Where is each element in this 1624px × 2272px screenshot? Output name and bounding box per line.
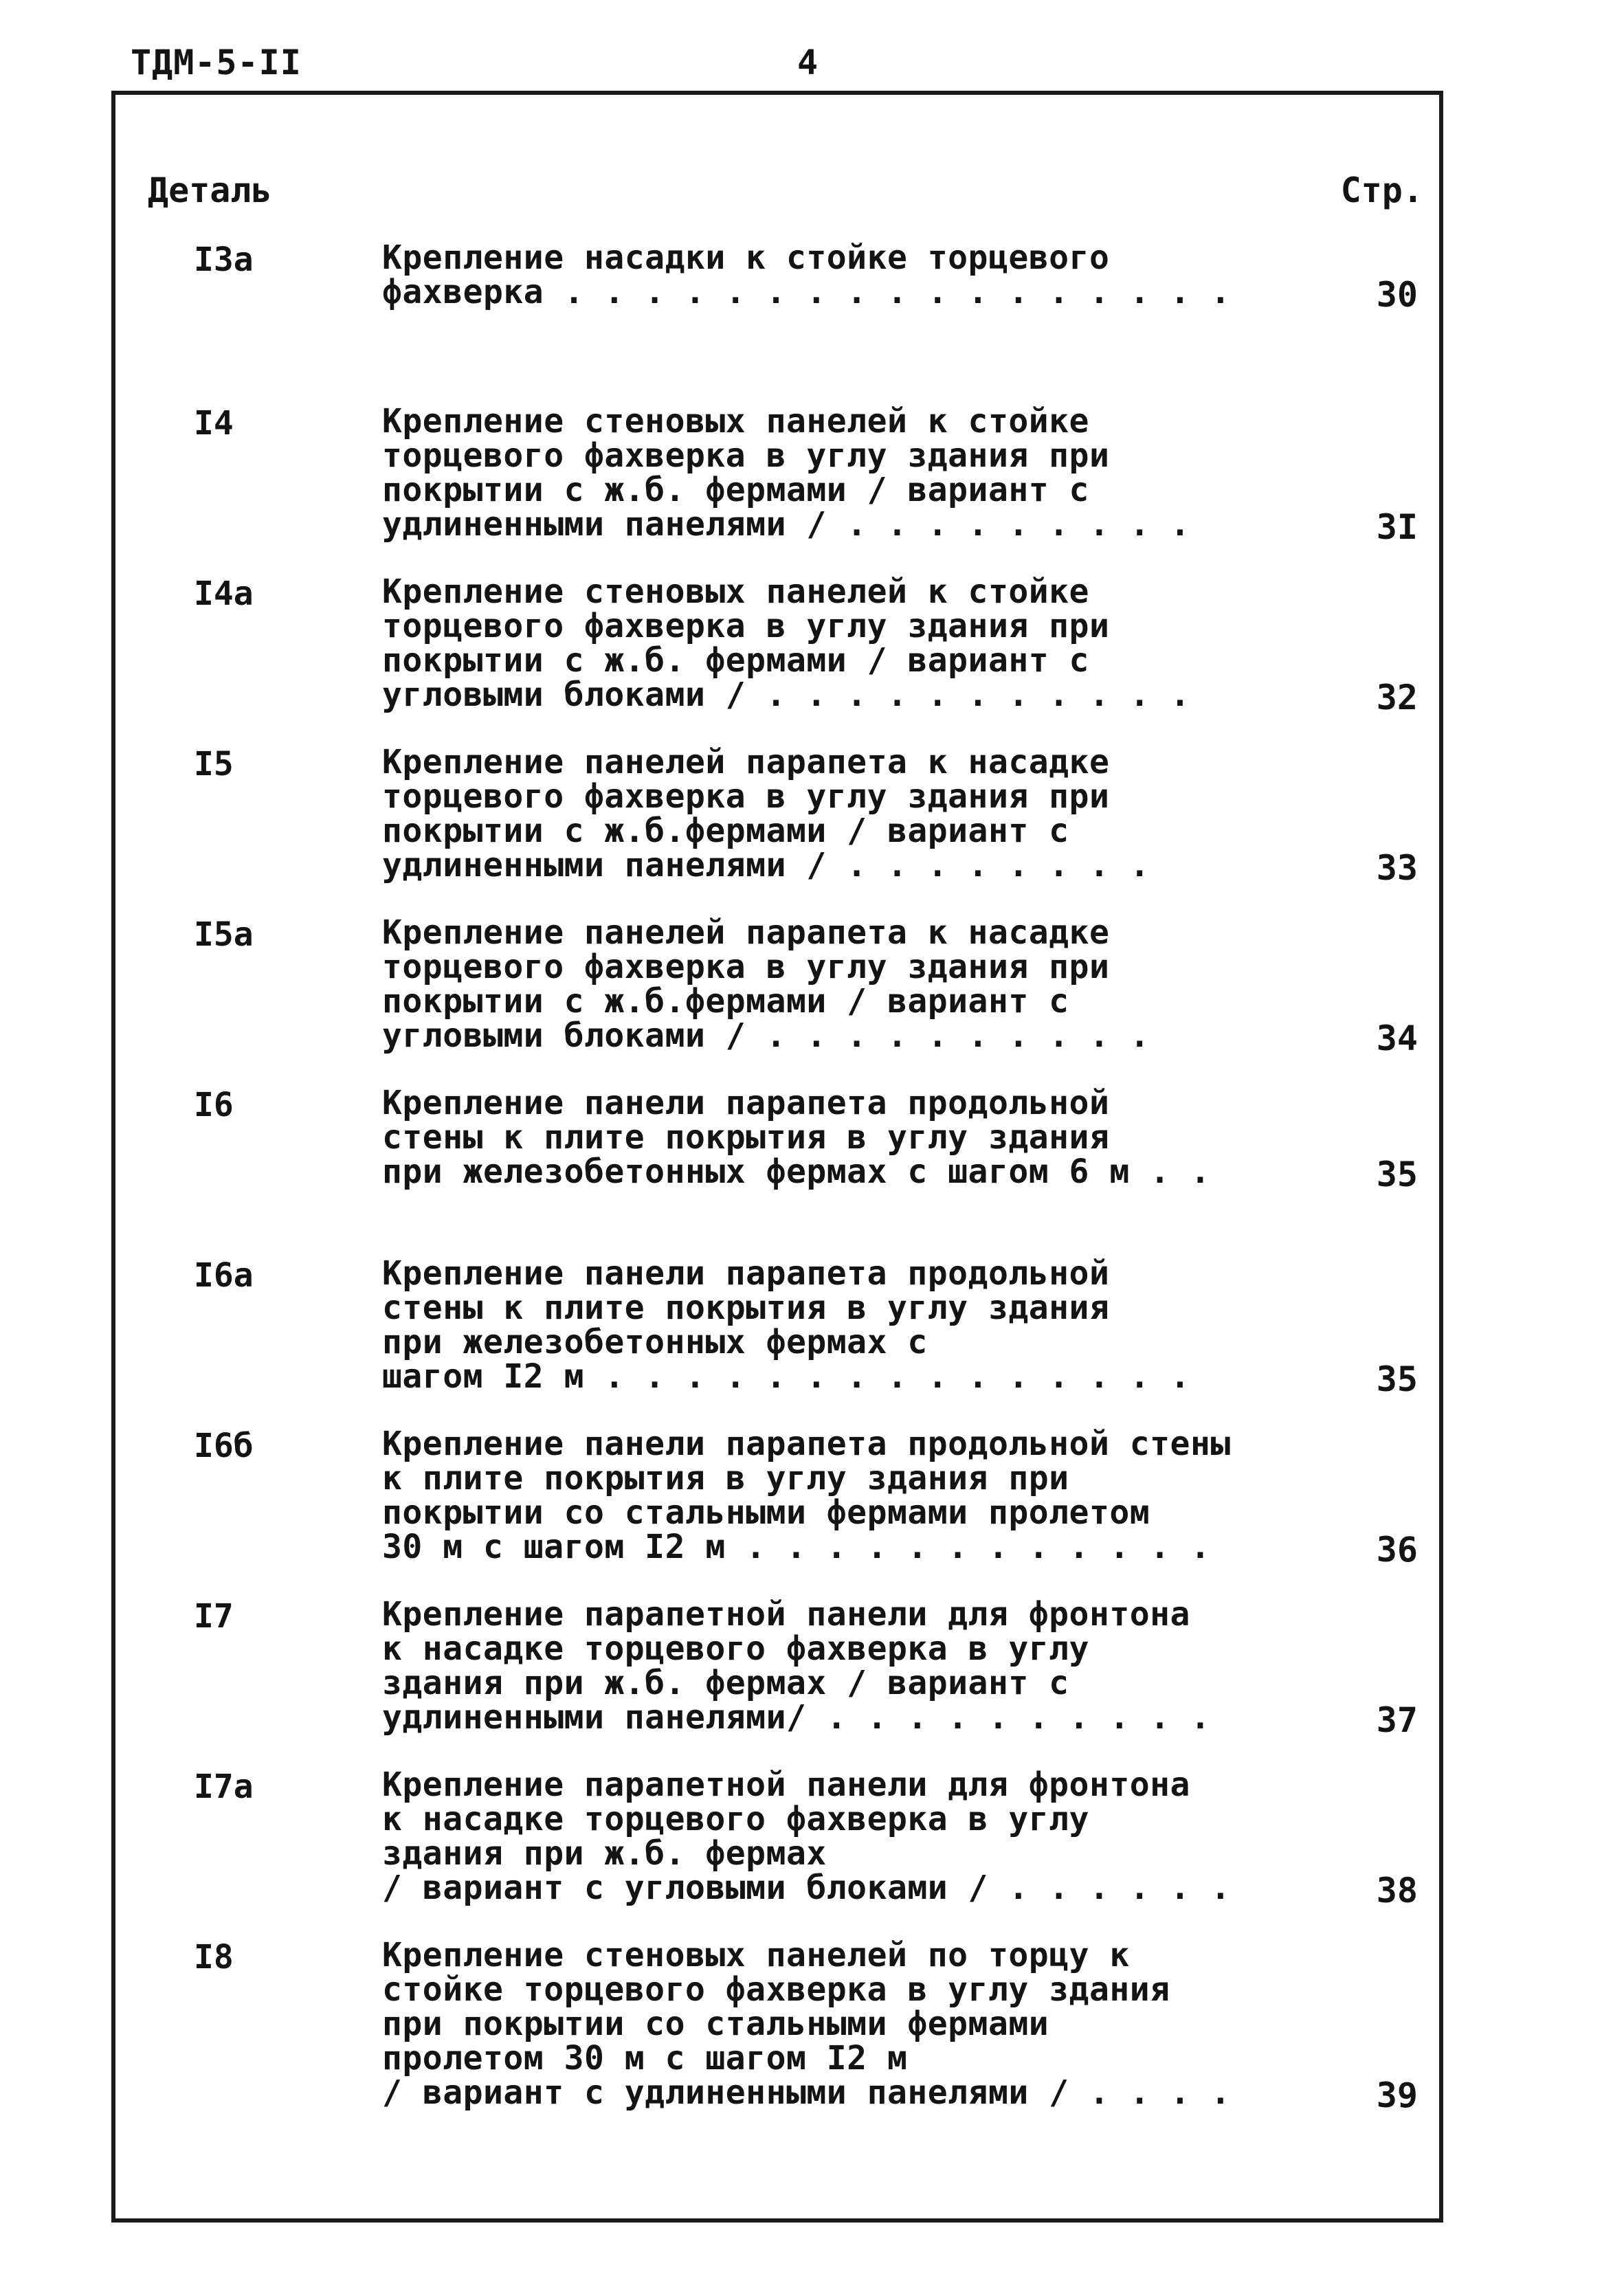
column-header-detail: Деталь bbox=[148, 170, 272, 210]
contents-entry bbox=[0, 404, 1624, 575]
entry-page: 34 bbox=[1376, 1018, 1418, 1058]
entry-title: Крепление панелей парапета к насадке торцевого фахверка в углу здания при покрытии с ж.б.фермами / вариант с угловыми блоками / . . . . . . . . . . bbox=[382, 913, 1150, 1055]
entry-code: I5a bbox=[194, 915, 254, 954]
entry-title: Крепление панелей парапета к насадке торцевого фахверка в углу здания при покрытии с ж.б.фермами / вариант с удлиненными панелями / . . . . . . . . bbox=[382, 743, 1150, 884]
entry-title: Крепление панели парапета продольной стены к плите покрытия в углу здания при железобетонных фермах с шагом 6 м . . bbox=[382, 1084, 1211, 1191]
entry-page: 32 bbox=[1376, 678, 1418, 717]
entry-code: I5 bbox=[194, 745, 234, 783]
contents-entry bbox=[0, 745, 1624, 915]
contents-entry bbox=[0, 1597, 1624, 1768]
column-header-page: Стр. bbox=[1340, 170, 1423, 210]
entry-title: Крепление панели парапета продольной стены к плите покрытия в углу здания при покрытии со стальными фермами пролетом 30 м с шагом I2 м . . . . . . . . . . . . bbox=[382, 1425, 1231, 1566]
entry-code: I6a bbox=[194, 1256, 254, 1295]
contents-entry bbox=[0, 1768, 1624, 1938]
document-code: ТДМ-5-II bbox=[131, 43, 302, 82]
entry-code: I7 bbox=[194, 1597, 234, 1636]
entry-code: I7a bbox=[194, 1768, 254, 1806]
entry-page: 38 bbox=[1376, 1871, 1418, 1911]
entry-code: I6б bbox=[194, 1427, 254, 1465]
contents-list bbox=[0, 238, 1624, 2122]
entry-page: 36 bbox=[1376, 1530, 1418, 1570]
entry-title: Крепление стеновых панелей по торцу к стойке торцевого фахверка в углу здания при покрытии со стальными фермами пролетом 30 м с шагом I2 м / вариант с удлиненными панелями / . . . . bbox=[382, 1936, 1231, 2112]
entry-title: Крепление стеновых панелей к стойке торцевого фахверка в углу здания при покрытии с ж.б. фермами / вариант с угловыми блоками / . . . . . . . . . . . bbox=[382, 572, 1190, 714]
entry-title: Крепление насадки к стойке торцевого фахверка . . . . . . . . . . . . . . . . . bbox=[382, 238, 1231, 311]
contents-entry bbox=[0, 915, 1624, 1086]
entry-code: I4 bbox=[194, 404, 234, 443]
entry-code: I3a bbox=[194, 241, 254, 279]
contents-entry bbox=[0, 1427, 1624, 1597]
entry-page: 30 bbox=[1376, 275, 1418, 315]
entry-title: Крепление панели парапета продольной стены к плите покрытия в углу здания при железобетонных фермах с шагом I2 м . . . . . . . . . . . . . . . bbox=[382, 1254, 1190, 1396]
contents-entry bbox=[0, 1086, 1624, 1256]
entry-page: 37 bbox=[1376, 1700, 1418, 1740]
page-number: 4 bbox=[797, 43, 819, 82]
entry-page: 35 bbox=[1376, 1155, 1418, 1194]
contents-entry bbox=[0, 572, 1624, 745]
entry-code: I4a bbox=[194, 575, 254, 613]
entry-title: Крепление парапетной панели для фронтона к насадке торцевого фахверка в углу здания при ж.б. фермах / вариант с удлиненными панелями/ . . . . . . . . . . bbox=[382, 1595, 1211, 1737]
entry-page: 33 bbox=[1376, 848, 1418, 888]
entry-page: 39 bbox=[1376, 2075, 1418, 2115]
contents-entry bbox=[0, 1938, 1624, 2122]
contents-entry bbox=[0, 238, 1624, 404]
entry-title: Крепление парапетной панели для фронтона к насадке торцевого фахверка в углу здания при ж.б. фермах / вариант с угловыми блоками / . . . . . . bbox=[382, 1766, 1231, 1907]
entry-code: I8 bbox=[194, 1938, 234, 1976]
entry-page: 3I bbox=[1376, 507, 1418, 547]
contents-entry bbox=[0, 1256, 1624, 1427]
entry-title: Крепление стеновых панелей к стойке торцевого фахверка в углу здания при покрытии с ж.б. фермами / вариант с удлиненными панелями / . . . . . . . . . bbox=[382, 402, 1190, 544]
entry-code: I6 bbox=[194, 1086, 234, 1124]
entry-page: 35 bbox=[1376, 1359, 1418, 1399]
